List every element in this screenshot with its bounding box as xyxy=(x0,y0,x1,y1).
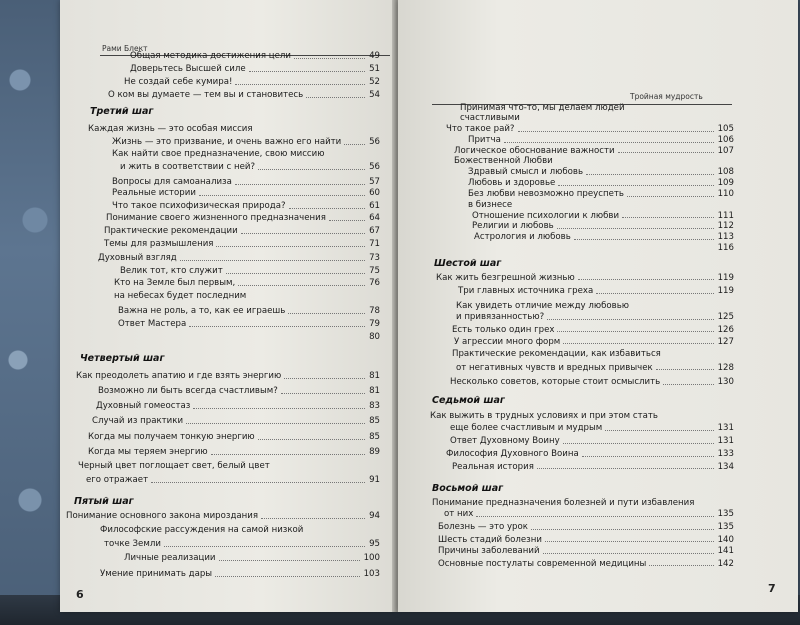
toc-page-number: 135 xyxy=(717,521,734,532)
toc-entry-title: Реальная история xyxy=(452,461,534,472)
toc-page-number: 71 xyxy=(369,239,380,250)
toc-entry xyxy=(112,177,380,187)
toc-leader-dots xyxy=(537,468,714,469)
toc-entry xyxy=(438,546,734,556)
toc-entry-title: Как найти свое предназначение, свою миссию xyxy=(112,149,325,160)
toc-entry xyxy=(450,377,734,387)
toc-leader-dots xyxy=(557,228,714,229)
toc-leader-dots xyxy=(344,144,365,145)
toc-page-number: 119 xyxy=(717,286,734,297)
toc-leader-dots xyxy=(216,246,365,247)
toc-entry xyxy=(112,149,380,159)
toc-page-number: 54 xyxy=(369,90,380,101)
toc-entry-title: Шесть стадий болезни xyxy=(438,534,542,545)
toc-page-number: 89 xyxy=(369,447,380,458)
toc-entry-title: Когда мы теряем энергию xyxy=(88,447,208,458)
toc-entry-title: Кто на Земле был первым, xyxy=(114,278,236,289)
toc-entry xyxy=(450,423,734,433)
toc-entry-title: Случай из практики xyxy=(92,416,184,427)
toc-page-number: 64 xyxy=(369,213,380,224)
toc-page-number: 140 xyxy=(717,534,734,545)
toc-entry-title: Умение принимать дары xyxy=(100,569,213,580)
toc-entry xyxy=(438,534,734,544)
toc-entry xyxy=(350,332,380,342)
toc-entry xyxy=(100,525,380,535)
toc-entry-title: Велик тот, кто служит xyxy=(120,266,223,277)
toc-page-number: 81 xyxy=(369,371,380,382)
toc-entry-title: Философские рассуждения на самой низкой xyxy=(100,525,304,536)
toc-entry xyxy=(432,497,734,507)
toc-entry-title: Личные реализации xyxy=(124,553,216,564)
toc-entry xyxy=(450,436,734,446)
toc-leader-dots xyxy=(235,84,365,85)
toc-page-number: 141 xyxy=(717,546,734,557)
toc-entry xyxy=(76,371,380,381)
toc-section-heading: Шестой шаг xyxy=(434,257,502,269)
toc-entry-title: еще более счастливым и мудрым xyxy=(450,422,603,433)
running-head-left: Рами Блект xyxy=(102,44,148,53)
toc-section-heading: Четвертый шаг xyxy=(80,353,165,364)
toc-page-number: 85 xyxy=(369,432,380,443)
toc-page-number: 73 xyxy=(369,253,380,264)
toc-leader-dots xyxy=(543,553,714,554)
toc-leader-dots xyxy=(622,217,714,218)
toc-entry xyxy=(460,103,734,113)
toc-entry-title: его отражает xyxy=(86,475,149,486)
toc-entry-title: Притча xyxy=(468,134,501,145)
toc-page-number: 91 xyxy=(369,475,380,486)
toc-page-number: 111 xyxy=(717,210,734,221)
toc-entry-title: в бизнесе xyxy=(468,199,513,210)
toc-leader-dots xyxy=(199,195,365,196)
toc-leader-dots xyxy=(627,196,714,197)
toc-entry-title: точке Земли xyxy=(104,539,161,550)
toc-entry-title: Ответ Мастера xyxy=(118,319,187,330)
toc-entry xyxy=(130,64,380,74)
toc-entry-title: Болезнь — это урок xyxy=(438,521,528,532)
toc-leader-dots xyxy=(563,343,713,344)
toc-entry xyxy=(112,188,380,198)
toc-entry-title: Ответ Духовному Воину xyxy=(450,436,560,447)
toc-entry xyxy=(98,386,380,396)
toc-entry-title: Понимание своего жизненного предназначения xyxy=(106,213,326,224)
toc-page-number: 94 xyxy=(369,511,380,522)
toc-entry-title: О ком вы думаете — тем вы и становитесь xyxy=(108,90,304,101)
toc-leader-dots xyxy=(294,58,365,59)
toc-entry-title: Жизнь — это призвание, и очень важно его найти xyxy=(112,137,342,148)
toc-entry xyxy=(104,539,380,549)
toc-entry xyxy=(454,155,734,165)
right-page xyxy=(398,0,798,612)
toc-entry xyxy=(96,401,380,411)
toc-page-number: 75 xyxy=(369,266,380,277)
toc-entry xyxy=(124,553,380,563)
toc-entry xyxy=(130,51,380,61)
toc-leader-dots xyxy=(193,408,365,409)
toc-entry xyxy=(112,137,380,147)
toc-page-number: 113 xyxy=(717,232,734,243)
toc-entry xyxy=(430,411,734,421)
toc-page-number: 100 xyxy=(363,553,380,564)
toc-entry-title: Каждая жизнь — это особая миссия xyxy=(88,124,253,135)
toc-leader-dots xyxy=(281,393,365,394)
toc-entry-title: Не создай себе кумира! xyxy=(124,77,233,88)
toc-page-number: 95 xyxy=(369,539,380,550)
toc-entry-title: Здравый смысл и любовь xyxy=(468,167,584,178)
toc-page-number: 103 xyxy=(363,569,380,580)
toc-entry xyxy=(114,291,380,301)
toc-leader-dots xyxy=(504,142,714,143)
toc-page-number: 51 xyxy=(369,64,380,75)
toc-leader-dots xyxy=(547,319,713,320)
toc-entry xyxy=(100,569,380,579)
toc-entry-title: Духовный взгляд xyxy=(98,253,177,264)
toc-leader-dots xyxy=(258,169,365,170)
toc-leader-dots xyxy=(563,443,714,444)
toc-leader-dots xyxy=(656,369,714,370)
toc-page-number: 56 xyxy=(369,137,380,148)
toc-entry xyxy=(444,509,734,519)
toc-entry xyxy=(446,124,734,134)
toc-leader-dots xyxy=(288,313,365,314)
toc-entry-title: Как преодолеть апатию и где взять энергию xyxy=(76,371,282,382)
toc-page-number: 49 xyxy=(369,51,380,62)
toc-entry-title: Важна не роль, а то, как ее играешь xyxy=(118,306,286,317)
toc-page-number: 142 xyxy=(717,558,734,569)
book-cover-pattern xyxy=(0,0,60,625)
toc-entry-title: Темы для размышления xyxy=(104,239,214,250)
toc-leader-dots xyxy=(596,293,713,294)
toc-page-number: 57 xyxy=(369,177,380,188)
toc-entry-title: Астрология и любовь xyxy=(474,232,571,243)
toc-page-number: 60 xyxy=(369,188,380,199)
toc-entry-title: Философия Духовного Воина xyxy=(446,449,579,459)
toc-entry xyxy=(472,210,734,220)
toc-section-heading: Пятый шаг xyxy=(74,496,134,507)
toc-page-number: 52 xyxy=(369,77,380,88)
toc-entry xyxy=(452,324,734,334)
toc-entry xyxy=(78,461,380,471)
toc-page-number: 119 xyxy=(717,272,734,283)
toc-entry xyxy=(472,221,734,231)
toc-leader-dots xyxy=(235,184,365,185)
toc-entry xyxy=(66,511,380,521)
toc-entry-title: Понимание основного закона мироздания xyxy=(66,511,259,522)
toc-leader-dots xyxy=(258,439,365,440)
toc-entry-title: Есть только один грех xyxy=(452,324,555,335)
toc-leader-dots xyxy=(518,131,714,132)
toc-entry xyxy=(438,522,734,532)
toc-page-number: 134 xyxy=(717,461,734,472)
toc-page-number: 106 xyxy=(717,134,734,145)
toc-entry-title: Черный цвет поглощает свет, белый цвет xyxy=(78,461,270,472)
left-page xyxy=(60,0,396,612)
toc-leader-dots xyxy=(545,541,714,542)
toc-entry-title: Как выжить в трудных условиях и при этом стать xyxy=(430,411,658,422)
toc-leader-dots xyxy=(284,378,365,379)
toc-entry-title: Религии и любовь xyxy=(472,221,554,232)
toc-leader-dots xyxy=(574,239,714,240)
toc-leader-dots xyxy=(151,482,365,483)
page-number-right: 7 xyxy=(768,582,776,595)
toc-page-number: 105 xyxy=(717,124,734,135)
toc-entry xyxy=(124,77,380,87)
toc-page-number: 127 xyxy=(717,336,734,347)
toc-entry-title: Доверьтесь Высшей силе xyxy=(130,64,246,75)
toc-page-number: 108 xyxy=(717,167,734,178)
toc-entry-title: Основные постулаты современной медицины xyxy=(438,558,647,569)
toc-leader-dots xyxy=(557,331,713,332)
toc-leader-dots xyxy=(476,516,713,517)
toc-entry-title: Как увидеть отличие между любовью xyxy=(456,300,629,311)
toc-leader-dots xyxy=(289,208,365,209)
toc-entry xyxy=(88,124,380,134)
toc-entry xyxy=(112,201,380,211)
toc-leader-dots xyxy=(306,97,365,98)
toc-entry-title: и привязанностью? xyxy=(456,312,545,323)
toc-page-number: 112 xyxy=(717,221,734,232)
toc-entry-title: Общая методика достижения цели xyxy=(130,51,291,62)
toc-entry-title: Без любви невозможно преуспеть xyxy=(468,188,624,199)
toc-leader-dots xyxy=(226,273,365,274)
toc-entry-title: от негативных чувств и вредных привычек xyxy=(456,362,653,373)
toc-page-number: 79 xyxy=(369,319,380,330)
toc-entry xyxy=(438,558,734,568)
toc-entry-title: Божественной Любви xyxy=(454,155,553,166)
toc-entry-title: Что такое рай? xyxy=(446,124,515,135)
toc-entry-title: от них xyxy=(444,509,474,520)
toc-entry xyxy=(436,272,734,282)
toc-entry-title: на небесах будет последним xyxy=(114,291,247,302)
toc-entry xyxy=(468,135,734,145)
toc-entry-title: счастливыми xyxy=(460,113,520,124)
toc-page-number: 126 xyxy=(717,324,734,335)
toc-entry xyxy=(104,226,380,236)
toc-page-number: 78 xyxy=(369,306,380,317)
toc-entry-title: Понимание предназначения болезней и пути избавления xyxy=(432,497,695,508)
toc-entry xyxy=(698,243,734,253)
toc-entry-title: Возможно ли быть всегда счастливым? xyxy=(98,386,278,397)
toc-entry xyxy=(454,336,734,346)
toc-page-number: 130 xyxy=(717,377,734,387)
toc-page-number: 128 xyxy=(717,362,734,373)
toc-page-number: 125 xyxy=(717,312,734,323)
toc-leader-dots xyxy=(531,529,714,530)
toc-entry-title: У агрессии много форм xyxy=(454,336,561,347)
toc-entry xyxy=(88,432,380,442)
toc-entry xyxy=(104,239,380,249)
toc-entry-title: Реальные истории xyxy=(112,188,196,199)
toc-entry xyxy=(474,232,734,242)
running-head-right: Тройная мудрость xyxy=(630,92,703,101)
toc-entry-title: Три главных источника греха xyxy=(458,286,594,297)
toc-page-number: 56 xyxy=(369,162,380,173)
toc-page-number: 76 xyxy=(369,278,380,289)
toc-entry xyxy=(118,306,380,316)
toc-leader-dots xyxy=(238,285,365,286)
toc-entry xyxy=(468,178,734,188)
toc-leader-dots xyxy=(605,430,713,431)
toc-section-heading: Третий шаг xyxy=(90,106,154,117)
toc-leader-dots xyxy=(189,326,365,327)
toc-entry-title: Принимая что-то, мы делаем людей xyxy=(460,103,625,114)
toc-entry-title: Несколько советов, которые стоит осмыслить xyxy=(450,377,661,387)
toc-entry xyxy=(460,113,734,123)
toc-entry xyxy=(114,278,380,288)
toc-leader-dots xyxy=(241,233,365,234)
toc-leader-dots xyxy=(618,152,714,153)
toc-entry xyxy=(468,189,734,199)
toc-entry xyxy=(92,416,380,426)
toc-leader-dots xyxy=(186,423,365,424)
toc-leader-dots xyxy=(211,454,365,455)
toc-entry xyxy=(88,447,380,457)
toc-leader-dots xyxy=(578,279,714,280)
toc-entry-title: Отношение психологии к любви xyxy=(472,210,620,221)
toc-leader-dots xyxy=(180,260,365,261)
toc-entry xyxy=(108,90,380,100)
toc-entry-title: и жить в соответствии с ней? xyxy=(120,162,256,173)
toc-page-number: 110 xyxy=(717,188,734,199)
toc-entry xyxy=(120,266,380,276)
toc-entry-title: Что такое психофизическая природа? xyxy=(112,201,286,212)
toc-page-number: 135 xyxy=(717,509,734,520)
toc-leader-dots xyxy=(663,384,713,385)
toc-entry xyxy=(452,349,734,359)
toc-entry xyxy=(120,162,380,172)
toc-entry xyxy=(106,213,380,223)
toc-page-number: 81 xyxy=(369,386,380,397)
toc-entry-title: Вопросы для самоанализа xyxy=(112,177,232,188)
toc-page-number: 67 xyxy=(369,226,380,237)
toc-entry-title: Практические рекомендации, как избавиться xyxy=(452,349,661,360)
toc-entry-title: Как жить безгрешной жизнью xyxy=(436,272,575,283)
toc-entry xyxy=(456,362,734,372)
toc-entry-title: Любовь и здоровье xyxy=(468,178,556,189)
toc-page-number: 133 xyxy=(717,449,734,459)
toc-page-number: 109 xyxy=(717,178,734,189)
toc-entry xyxy=(446,449,734,459)
toc-entry xyxy=(98,253,380,263)
toc-page-number: 116 xyxy=(717,242,734,253)
toc-entry xyxy=(456,300,734,310)
toc-leader-dots xyxy=(329,220,365,221)
toc-section-heading: Восьмой шаг xyxy=(432,482,504,494)
toc-entry xyxy=(456,312,734,322)
toc-leader-dots xyxy=(249,71,365,72)
toc-leader-dots xyxy=(219,560,360,561)
toc-entry-title: Когда мы получаем тонкую энергию xyxy=(88,432,255,443)
toc-leader-dots xyxy=(582,456,714,457)
toc-section-heading: Седьмой шаг xyxy=(432,394,505,406)
toc-page-number: 107 xyxy=(717,145,734,156)
toc-entry-title: Практические рекомендации xyxy=(104,226,238,237)
toc-leader-dots xyxy=(215,576,360,577)
toc-entry xyxy=(86,475,380,485)
toc-page-number: 131 xyxy=(717,436,734,447)
toc-page-number: 85 xyxy=(369,416,380,427)
toc-leader-dots xyxy=(649,565,713,566)
toc-entry xyxy=(468,167,734,177)
toc-leader-dots xyxy=(261,518,365,519)
toc-leader-dots xyxy=(558,185,713,186)
toc-page-number: 131 xyxy=(717,422,734,433)
toc-entry-title: Духовный гомеостаз xyxy=(96,401,191,412)
toc-entry xyxy=(468,199,734,209)
toc-page-number: 83 xyxy=(369,401,380,412)
toc-page-number: 61 xyxy=(369,201,380,212)
toc-entry xyxy=(458,286,734,296)
toc-entry-title: Причины заболеваний xyxy=(438,546,540,557)
toc-leader-dots xyxy=(164,546,365,547)
toc-entry xyxy=(118,319,380,329)
toc-entry xyxy=(454,145,734,155)
toc-entry-title: Логическое обоснование важности xyxy=(454,145,615,156)
page-number-left: 6 xyxy=(76,588,84,601)
toc-entry xyxy=(452,461,734,471)
toc-leader-dots xyxy=(586,174,714,175)
toc-page-number: 80 xyxy=(369,332,380,343)
